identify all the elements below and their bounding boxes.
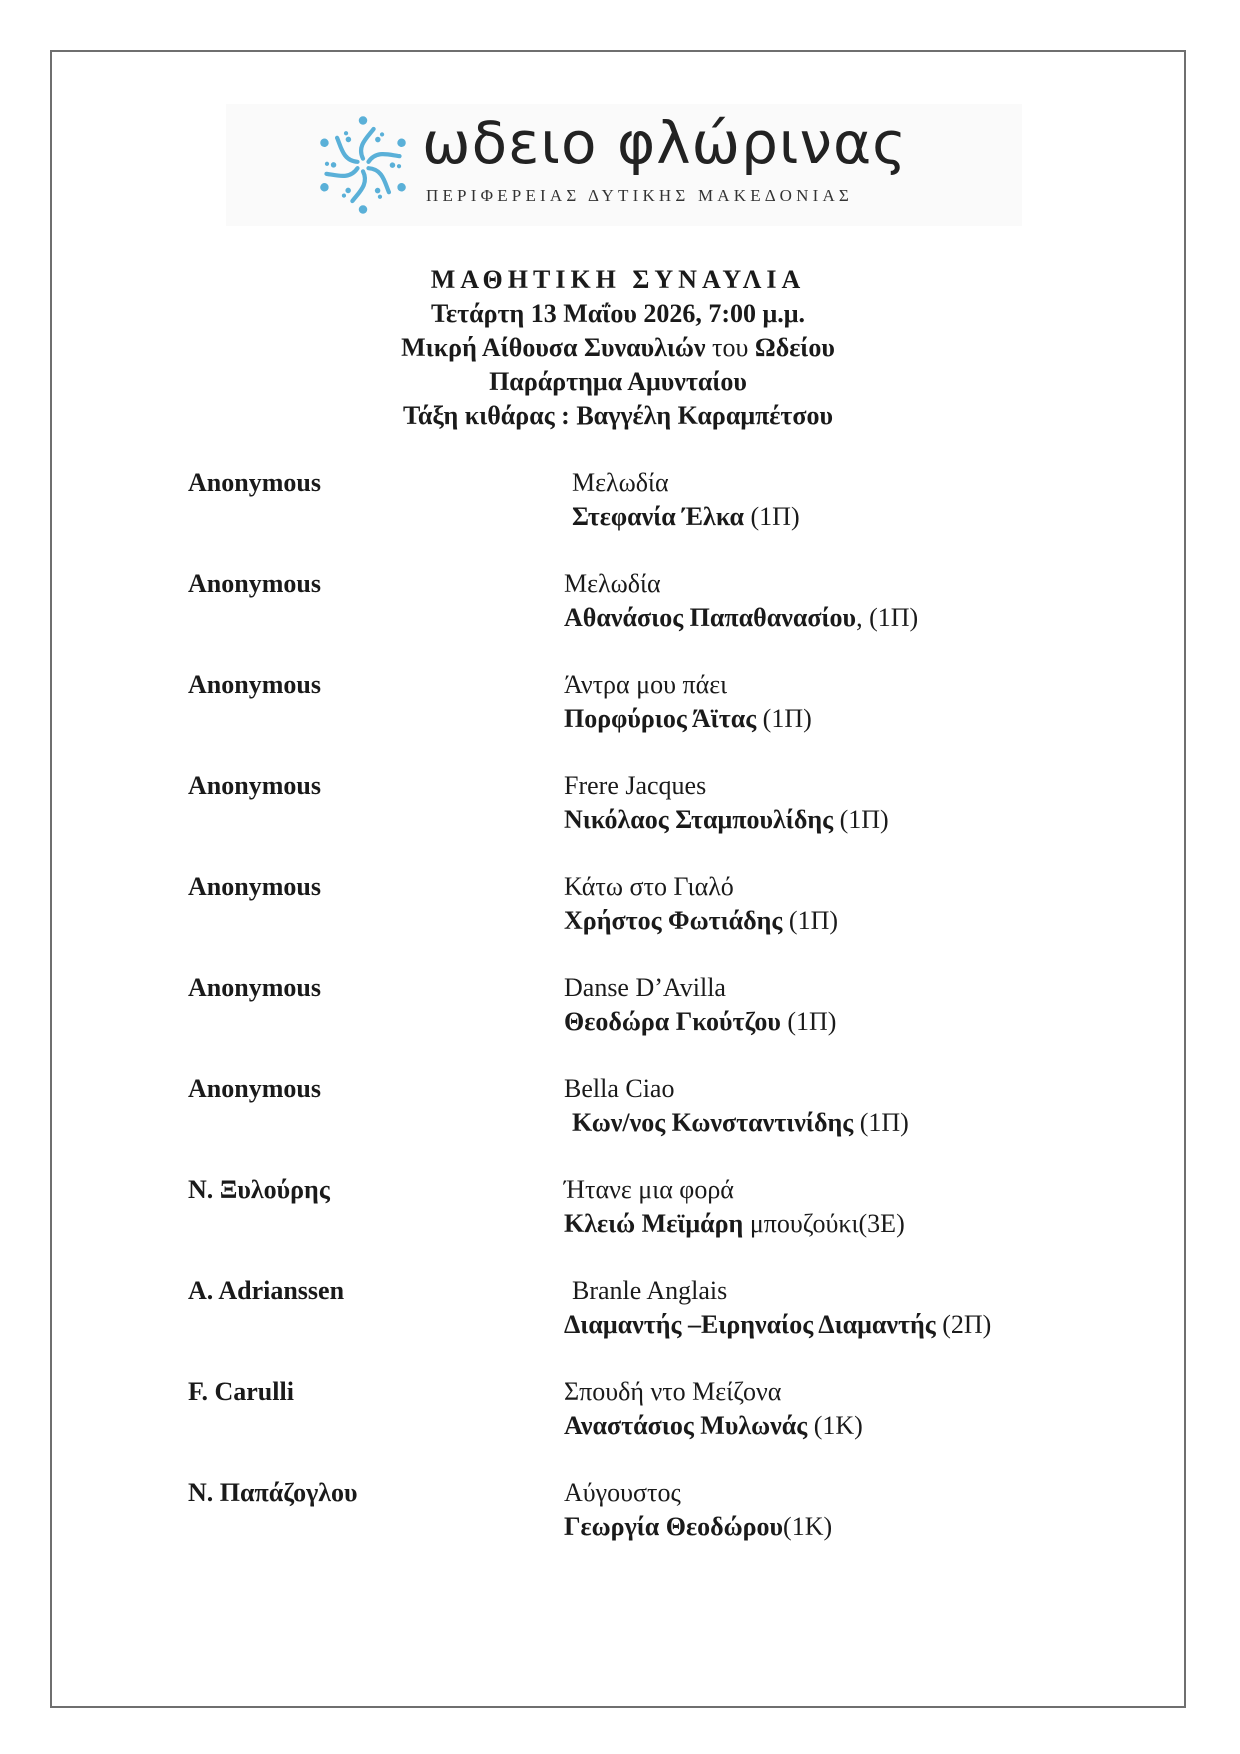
piece-title: Bella Ciao (564, 1074, 675, 1103)
program-item (188, 971, 1088, 1072)
venue-end: Ωδείου (754, 333, 835, 362)
performer-name: Γεωργία Θεοδώρου (564, 1512, 784, 1541)
performer-level: (1Π) (756, 704, 812, 733)
concert-date: Τετάρτη 13 Μαΐου 2026, 7:00 μ.μ. (431, 299, 805, 328)
logo-subtitle: ΠΕΡΙΦΕΡΕΙΑΣ ΔΥΤΙΚΗΣ ΜΑΚΕΔΟΝΙΑΣ (426, 186, 854, 205)
concert-branch: Παράρτημα Αμυνταίου (489, 367, 747, 396)
piece-title: Άντρα μου πάει (564, 670, 728, 699)
piece-title: Branle Anglais (572, 1276, 728, 1305)
composer: Anonymous (188, 468, 321, 497)
performer-name: Θεοδώρα Γκούτζου (564, 1007, 781, 1036)
performer-level: (1Π) (853, 1108, 909, 1137)
composer: Anonymous (188, 872, 321, 901)
venue-bold: Μικρή Αίθουσα Συναυλιών (401, 333, 706, 362)
program-item (188, 668, 1088, 769)
performer-level: (1Π) (780, 1007, 837, 1036)
concert-title: ΜΑΘΗΤΙΚΗ ΣΥΝΑΥΛΙΑ (430, 265, 806, 294)
piece-title: Μελωδία (564, 569, 661, 598)
program-item (188, 1274, 1088, 1375)
composer: Anonymous (188, 670, 321, 699)
performer-name: Αναστάσιος Μυλωνάς (564, 1411, 808, 1440)
performer-name: Στεφανία Έλκα (572, 502, 745, 531)
performer (564, 1409, 863, 1443)
performer-level: (1Κ) (783, 1512, 833, 1541)
composer: Anonymous (188, 569, 321, 598)
performer (564, 1308, 991, 1342)
program-item (188, 769, 1088, 870)
performer-name: Χρήστος Φωτιάδης (564, 906, 783, 935)
composer: Anonymous (188, 1074, 321, 1103)
performer (572, 500, 800, 534)
performer-name: Διαμαντής –Ειρηναίος Διαμαντής (564, 1310, 936, 1339)
piece-title: Σπουδή ντο Μείζονα (564, 1377, 782, 1406)
performer (564, 1005, 836, 1039)
performer (564, 1207, 905, 1241)
program-item (188, 1476, 1088, 1577)
concert-class: Τάξη κιθάρας : Βαγγέλη Καραμπέτσου (402, 401, 834, 430)
performer-level: (1Π) (833, 805, 889, 834)
composer: A. Adrianssen (188, 1276, 345, 1305)
performer-level: (1Π) (744, 502, 800, 531)
snowflake-logo-icon (310, 112, 416, 218)
piece-title: Danse D’Avilla (564, 973, 726, 1002)
logo-name: ωδειο φλώρινας (422, 109, 908, 177)
piece-title: Κάτω στο Γιαλό (564, 872, 734, 901)
program-item (188, 870, 1088, 971)
piece-title: Μελωδία (572, 468, 669, 497)
program-item (188, 466, 1088, 567)
program-item (188, 1072, 1088, 1173)
performer-level: (1Κ) (807, 1411, 863, 1440)
conservatory-logo (226, 104, 1022, 226)
composer: F. Carulli (188, 1377, 294, 1406)
concert-header (50, 263, 1186, 433)
performer-name: Κλειώ Μεϊμάρη (564, 1209, 744, 1238)
performer-name: Νικόλαος Σταμπουλίδης (564, 805, 834, 834)
performer-level: (1Π) (782, 906, 838, 935)
piece-title: Αύγουστος (564, 1478, 681, 1507)
performer-level: μπουζούκι(3Ε) (743, 1209, 905, 1238)
venue-connector: του (712, 333, 749, 362)
program-item (188, 1173, 1088, 1274)
performer-level: (2Π) (935, 1310, 992, 1339)
composer: N. Ξυλούρης (188, 1175, 330, 1204)
performer (564, 803, 889, 837)
performer (564, 601, 918, 635)
performer (564, 702, 812, 736)
performer-name: Πορφύριος Άϊτας (564, 704, 757, 733)
performer-name: Κων/νος Κωνσταντινίδης (572, 1108, 854, 1137)
program-item (188, 567, 1088, 668)
composer: Anonymous (188, 771, 321, 800)
performer-name: Αθανάσιος Παπαθανασίου (564, 603, 857, 632)
performer-level: , (1Π) (856, 603, 919, 632)
performer (564, 1510, 832, 1544)
performer (572, 1106, 909, 1140)
piece-title: Frere Jacques (564, 771, 707, 800)
program-item (188, 1375, 1088, 1476)
piece-title: Ήτανε μια φορά (564, 1175, 734, 1204)
composer: Anonymous (188, 973, 321, 1002)
performer (564, 904, 838, 938)
composer: N. Παπάζογλου (188, 1478, 358, 1507)
concert-venue (50, 331, 1186, 365)
program-list (188, 466, 1088, 1577)
